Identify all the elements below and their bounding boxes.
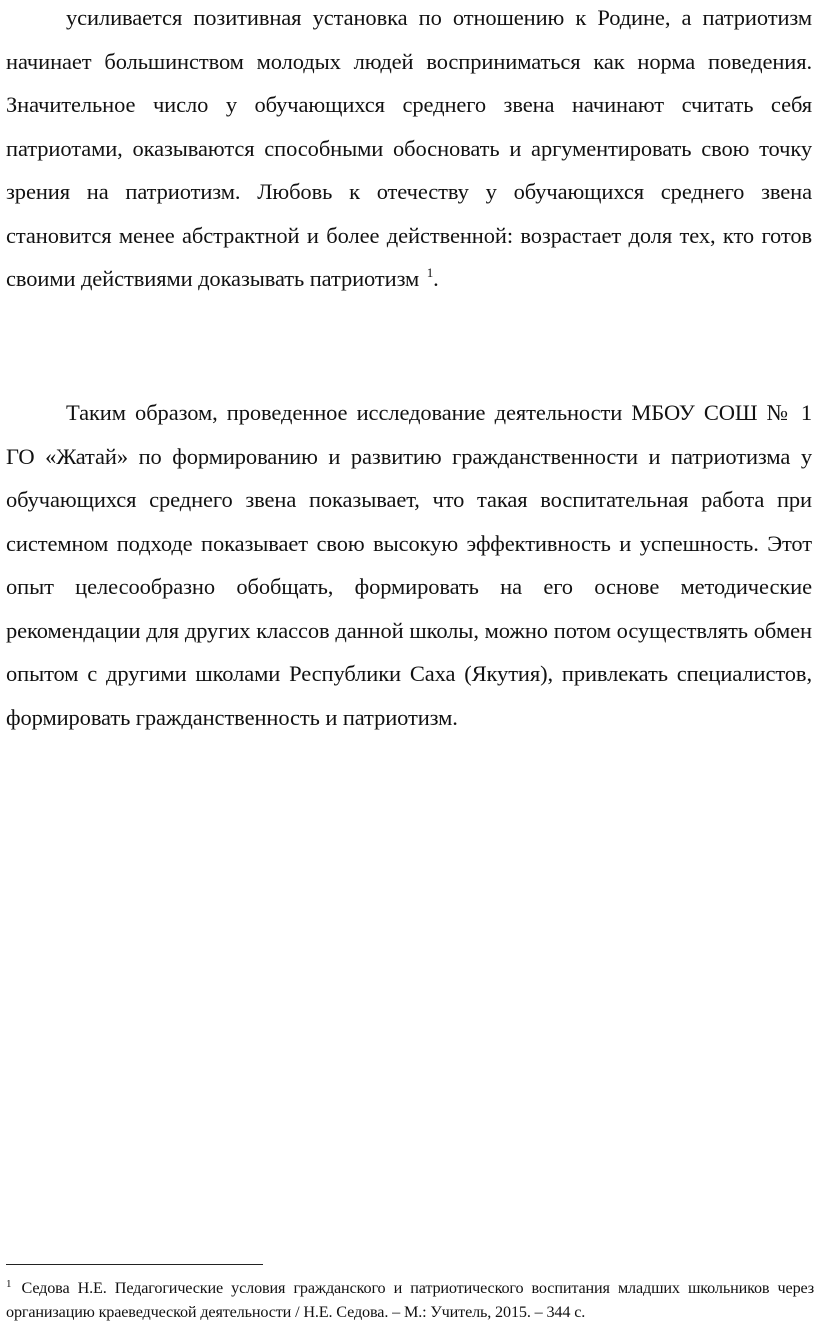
footnote-reference: 1: [426, 265, 434, 280]
footnote: [6, 1276, 814, 1324]
paragraph-2-text: Таким образом, проведенное исследование деятельности МБОУ СОШ № 1 ГО «Жатай» по формированию и развитию гражданственности и патриотизма у обучающихся среднего звена показывает, что такая воспитательная работа при системном подходе показывает свою высокую эффективность и успешность. Этот опыт целесообразно обобщать, формировать на его основе методические рекомендации для других классов данной школы, можно потом осуществлять обмен опытом с другими школами Республики Саха (Якутия), привлекать специалистов, формировать гражданственность и патриотизм.: [6, 400, 812, 730]
paragraph-1-text: усиливается позитивная установка по отношению к Родине, а патриотизм начинает большинством молодых людей восприниматься как норма поведения. Значительное число у обучающихся среднего звена начинают считать себя патриотами, оказываются способными обосновать и аргументировать свою точку зрения на патриотизм. Любовь к отечеству у обучающихся среднего звена становится менее абстрактной и более действенной: возрастает доля тех, кто готов своими действиями доказывать патриотизм: [6, 5, 812, 291]
footnote-marker: 1: [6, 1278, 12, 1290]
footnote-separator: [6, 1264, 263, 1265]
body-paragraph-1: [6, 0, 812, 301]
body-paragraph-2: [6, 391, 812, 739]
paragraph-1-end: .: [433, 266, 439, 291]
footnote-text: Седова Н.Е. Педагогические условия гражданского и патриотического воспитания младших школьников через организацию краеведческой деятельности / Н.Е. Седова. – М.: Учитель, 2015. – 344 с.: [6, 1279, 814, 1321]
